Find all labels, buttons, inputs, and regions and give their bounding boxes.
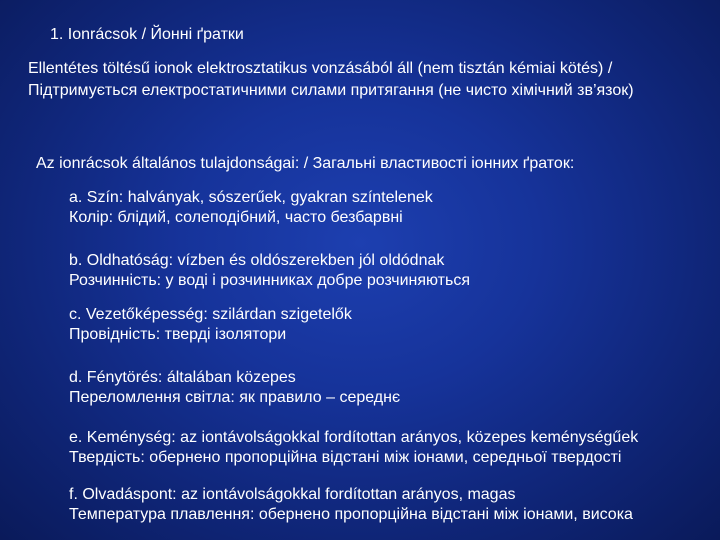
slide-title: 1. Ionrácsok / Йонні ґратки xyxy=(50,26,244,43)
property-item-hardness xyxy=(69,428,719,468)
property-item-conductivity xyxy=(69,305,719,345)
property-hu: b. Oldhatóság: vízben és oldószerekben jól oldódnak xyxy=(69,252,445,269)
property-hu: f. Olvadáspont: az iontávolságokkal fordítottan arányos, magas xyxy=(69,486,516,503)
property-uk: Температура плавлення: обернено пропорційна відстані між іонами, висока xyxy=(69,506,633,523)
property-item-solubility xyxy=(69,251,719,291)
property-hu: a. Szín: halványak, sószerűek, gyakran színtelenek xyxy=(69,189,433,206)
property-uk: Твердість: обернено пропорційна відстані між іонами, середньої твердості xyxy=(69,449,622,466)
properties-heading: Az ionrácsok általános tulajdonságai: / Загальні властивості іонних ґраток: xyxy=(36,155,575,172)
property-hu: d. Fénytörés: általában közepes xyxy=(69,369,296,386)
property-item-color xyxy=(69,188,719,228)
property-uk: Провідність: тверді ізолятори xyxy=(69,326,287,343)
intro-line-uk: Підтримується електростатичними силами притягання (не чисто хімічний зв’язок) xyxy=(28,82,634,99)
property-uk: Розчинність: у воді і розчинниках добре розчиняються xyxy=(69,272,471,289)
property-uk: Переломлення світла: як правило – середнє xyxy=(69,389,401,406)
intro-line-hu: Ellentétes töltésű ionok elektrosztatikus vonzásából áll (nem tisztán kémiai kötés) / xyxy=(28,60,613,77)
property-item-melting-point xyxy=(69,485,719,525)
property-hu: c. Vezetőképesség: szilárdan szigetelők xyxy=(69,306,352,323)
property-uk: Колір: блідий, солеподібний, часто безбарвні xyxy=(69,209,403,226)
property-hu: e. Keménység: az iontávolságokkal fordítottan arányos, közepes keménységűek xyxy=(69,429,639,446)
property-item-refraction xyxy=(69,368,719,408)
